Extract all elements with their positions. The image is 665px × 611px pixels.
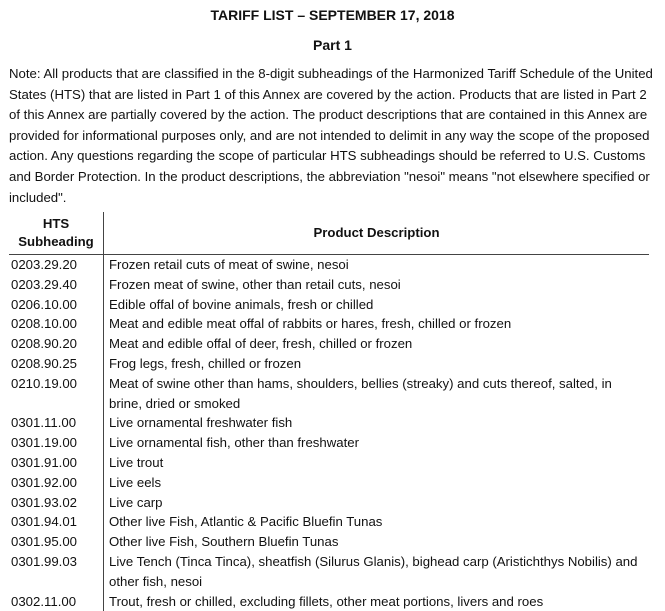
hts-code-cell: 0208.90.20: [9, 334, 104, 354]
table-row: [9, 473, 649, 493]
hts-code-cell: 0210.19.00: [9, 374, 104, 414]
hts-code-cell: 0203.29.20: [9, 255, 104, 275]
tariff-table: [9, 212, 649, 611]
table-row: [9, 493, 649, 513]
table-header-row: [9, 212, 649, 255]
hts-code-cell: 0302.11.00: [9, 592, 104, 611]
hts-code-cell: 0208.10.00: [9, 314, 104, 334]
table-row: [9, 413, 649, 433]
product-description-cell: Live trout: [109, 454, 164, 470]
product-description-cell: Other live Fish, Southern Bluefin Tunas: [109, 534, 339, 550]
product-description-cell: Meat and edible offal of deer, fresh, chilled or frozen: [109, 336, 413, 352]
hts-code-cell: 0208.90.25: [9, 354, 104, 374]
hts-header-line1: HTS: [42, 216, 70, 231]
product-description-header: Product Description: [104, 212, 650, 255]
table-row: [9, 433, 649, 453]
hts-code-cell: 0301.19.00: [9, 433, 104, 453]
table-row: [9, 512, 649, 532]
product-description-cell: Meat of swine other than hams, shoulders, bellies (streaky) and cuts thereof, salted, in brine, dried or smoked: [109, 375, 612, 411]
product-description-cell: Frozen meat of swine, other than retail cuts, nesoi: [109, 276, 401, 292]
product-description-cell: Live ornamental freshwater fish: [109, 415, 293, 431]
product-description-cell: Frozen retail cuts of meat of swine, nesoi: [109, 257, 349, 272]
part-heading: Part 1: [313, 37, 352, 53]
hts-code-cell: 0203.29.40: [9, 275, 104, 295]
product-description-cell: Other live Fish, Atlantic & Pacific Bluefin Tunas: [109, 514, 383, 530]
hts-header-line2: Subheading: [18, 234, 94, 249]
product-description-cell: Live ornamental fish, other than freshwater: [109, 435, 359, 451]
product-description-cell: Edible offal of bovine animals, fresh or chilled: [109, 296, 374, 312]
table-row: [9, 532, 649, 552]
table-row: [9, 255, 649, 275]
hts-code-cell: 0301.99.03: [9, 552, 104, 592]
product-description-cell: Trout, fresh or chilled, excluding fillets, other meat portions, livers and roes: [109, 593, 544, 609]
hts-code-cell: 0301.95.00: [9, 532, 104, 552]
product-description-cell: Live carp: [109, 494, 163, 510]
table-row: [9, 453, 649, 473]
document-title: TARIFF LIST – SEPTEMBER 17, 2018: [210, 7, 455, 23]
hts-code-cell: 0301.11.00: [9, 413, 104, 433]
hts-subheading-header: [9, 212, 104, 255]
table-row: [9, 374, 649, 414]
hts-code-cell: 0206.10.00: [9, 295, 104, 315]
product-description-cell: Frog legs, fresh, chilled or frozen: [109, 355, 302, 371]
table-row: [9, 314, 649, 334]
table-row: [9, 295, 649, 315]
table-row: [9, 275, 649, 295]
table-row: [9, 334, 649, 354]
product-description-cell: Live eels: [109, 474, 162, 490]
note-paragraph: Note: All products that are classified in the 8-digit subheadings of the Harmonized Tariff Schedule of the United States (HTS) that are listed in Part 1 of this Annex are covered by the action. Products that are listed in Part 2 of this Annex are partially covered by the action. The product descriptions that are contained in this Annex are provided for informational purposes only, and are not intended to delimit in any way the scope of the proposed action. Any questions regarding the scope of particular HTS subheadings should be referred to U.S. Customs and Border Protection. In the product descriptions, the abbreviation "nesoi" means "not elsewhere specified or included".: [9, 66, 653, 205]
table-row: [9, 592, 649, 611]
hts-code-cell: 0301.94.01: [9, 512, 104, 532]
table-row: [9, 354, 649, 374]
hts-code-cell: 0301.91.00: [9, 453, 104, 473]
table-row: [9, 552, 649, 592]
hts-code-cell: 0301.93.02: [9, 493, 104, 513]
product-description-cell: Meat and edible meat offal of rabbits or hares, fresh, chilled or frozen: [109, 316, 512, 332]
product-description-cell: Live Tench (Tinca Tinca), sheatfish (Silurus Glanis), bighead carp (Aristichthys Nobilis) and other fish, nesoi: [109, 553, 638, 589]
hts-code-cell: 0301.92.00: [9, 473, 104, 493]
